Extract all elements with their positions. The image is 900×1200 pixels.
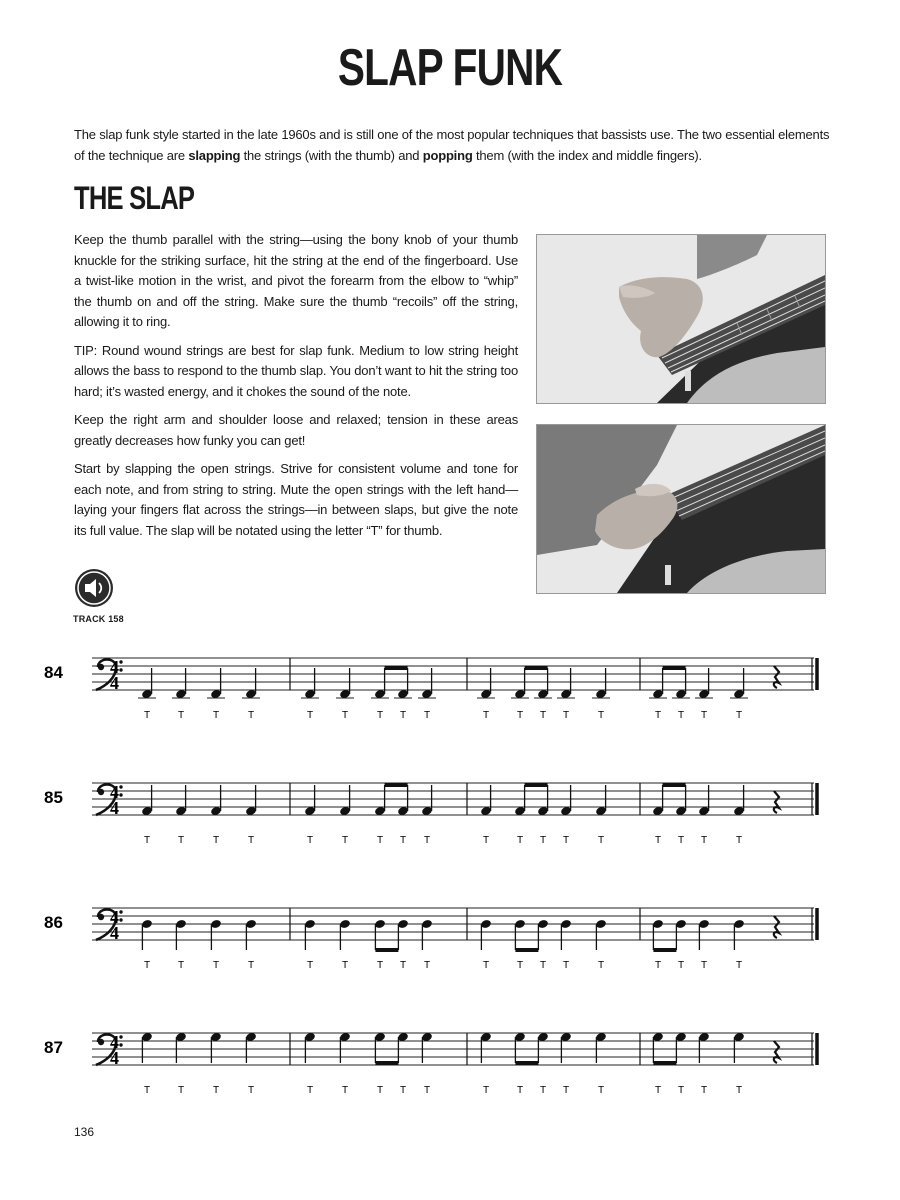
- thumb-mark: T: [248, 710, 255, 721]
- clef-dot: [119, 660, 122, 663]
- time-signature-bottom: 4: [110, 673, 119, 693]
- thumb-mark: T: [483, 710, 490, 721]
- thumb-mark: T: [678, 1085, 685, 1096]
- thumb-mark: T: [342, 710, 349, 721]
- clef-dot: [119, 668, 122, 671]
- thumb-mark: T: [701, 960, 708, 971]
- thumb-mark: T: [400, 710, 407, 721]
- section-heading: THE SLAP: [74, 180, 195, 216]
- thumb-mark: T: [144, 710, 151, 721]
- thumb-mark: T: [307, 710, 314, 721]
- thumb-mark: T: [517, 710, 524, 721]
- thumb-mark: T: [307, 1085, 314, 1096]
- speaker-icon[interactable]: [73, 567, 115, 609]
- staff-exercise-84: [44, 640, 844, 730]
- quarter-rest: [774, 791, 779, 813]
- intro-text-3: them (with the index and middle fingers).: [472, 148, 702, 163]
- thumb-mark: T: [342, 835, 349, 846]
- thumb-mark: T: [540, 835, 547, 846]
- body-paragraph: Start by slapping the open strings. Strive for consistent volume and tone for each note, and from string to string. Mute the open strings with the left hand—laying your fingers flat across the strings—in between slaps, but give the note its full value. The slap will be notated using the letter “T” for thumb.: [74, 461, 518, 538]
- thumb-mark: T: [377, 710, 384, 721]
- intro-text-1: The slap funk style started in the late 1960s and is still one of the most popular techniques that bassists use. The two essential elements of the technique are: [74, 127, 830, 163]
- thumb-mark: T: [144, 1085, 151, 1096]
- photo-thumb-slap-2: [536, 424, 826, 594]
- photo-image: [537, 425, 825, 593]
- thumb-mark: T: [424, 835, 431, 846]
- staff-exercise-85: [44, 765, 844, 855]
- thumb-mark: T: [483, 960, 490, 971]
- thumb-mark: T: [400, 835, 407, 846]
- time-signature-bottom: 4: [110, 923, 119, 943]
- thumb-mark: T: [517, 960, 524, 971]
- thumb-mark: T: [483, 835, 490, 846]
- quarter-rest: [774, 666, 779, 688]
- thumb-mark: T: [213, 1085, 220, 1096]
- clef-dot: [119, 918, 122, 921]
- thumb-mark: T: [540, 710, 547, 721]
- clef-dot: [119, 785, 122, 788]
- staff-svg: [44, 640, 844, 730]
- thumb-mark: T: [377, 960, 384, 971]
- thumb-mark: T: [678, 960, 685, 971]
- thumb-mark: T: [213, 960, 220, 971]
- thumb-mark: T: [598, 960, 605, 971]
- body-paragraph: TIP: Round wound strings are best for slap funk. Medium to low string height allows the bass to respond to the thumb slap. You don’t want to hit the string too hard; it’s wasted energy, and it chokes the sound of the note.: [74, 342, 518, 399]
- thumb-mark: T: [678, 710, 685, 721]
- thumb-mark: T: [655, 960, 662, 971]
- speaker-icon-graphic: [73, 567, 115, 609]
- time-signature-top: 4: [110, 907, 119, 927]
- time-signature-bottom: 4: [110, 798, 119, 818]
- clef-dot: [98, 1039, 104, 1045]
- thumb-mark: T: [736, 960, 743, 971]
- clef-dot: [119, 1035, 122, 1038]
- staff-group: [92, 907, 817, 971]
- photo-image: [537, 235, 825, 403]
- clef-dot: [98, 914, 104, 920]
- time-signature-top: 4: [110, 1032, 119, 1052]
- thumb-mark: T: [400, 960, 407, 971]
- thumb-mark: T: [342, 1085, 349, 1096]
- clef-dot: [119, 1043, 122, 1046]
- thumb-mark: T: [563, 1085, 570, 1096]
- clef-dot: [98, 789, 104, 795]
- staff-exercise-87: [44, 1015, 844, 1105]
- thumb-mark: T: [736, 710, 743, 721]
- thumb-mark: T: [377, 835, 384, 846]
- exercise-number: 87: [44, 1038, 63, 1057]
- staff-group: [92, 1032, 817, 1096]
- exercise-number: 86: [44, 913, 63, 932]
- staff-svg: [44, 765, 844, 855]
- thumb-mark: T: [701, 835, 708, 846]
- staff-exercise-86: [44, 890, 844, 980]
- thumb-mark: T: [563, 710, 570, 721]
- staff-group: [92, 657, 817, 721]
- thumb-mark: T: [400, 1085, 407, 1096]
- time-signature-top: 4: [110, 657, 119, 677]
- page-title: SLAP FUNK: [337, 39, 563, 97]
- thumb-mark: T: [424, 710, 431, 721]
- thumb-mark: T: [598, 835, 605, 846]
- thumb-mark: T: [517, 1085, 524, 1096]
- thumb-mark: T: [736, 835, 743, 846]
- thumb-mark: T: [540, 960, 547, 971]
- thumb-mark: T: [655, 1085, 662, 1096]
- body-paragraph: Keep the thumb parallel with the string—using the bony knob of your thumb knuckle for the striking surface, hit the string at the end of the fingerboard. Use a twist-like motion in the wrist, and pivot the forearm from the elbow to “whip” the thumb on and off the string. Make sure the thumb “recoils” off the string, allowing it to ring.: [74, 232, 518, 329]
- thumb-mark: T: [540, 1085, 547, 1096]
- page-number: 136: [74, 1125, 95, 1139]
- clef-dot: [98, 664, 104, 670]
- thumb-mark: T: [563, 835, 570, 846]
- body-paragraph: Keep the right arm and shoulder loose and relaxed; tension in these areas greatly decreases how funky you can get!: [74, 412, 518, 448]
- thumb-mark: T: [483, 1085, 490, 1096]
- exercise-number: 84: [44, 663, 63, 682]
- track-label: TRACK 158: [73, 614, 124, 624]
- intro-paragraph: [74, 124, 834, 166]
- intro-bold-slapping: slapping: [188, 148, 241, 163]
- time-signature-top: 4: [110, 782, 119, 802]
- staff-group: [92, 782, 817, 846]
- thumb-mark: T: [598, 710, 605, 721]
- staff-svg: [44, 1015, 844, 1105]
- thumb-mark: T: [563, 960, 570, 971]
- thumb-mark: T: [342, 960, 349, 971]
- clef-dot: [119, 793, 122, 796]
- thumb-mark: T: [248, 960, 255, 971]
- body-text-column: [74, 230, 518, 549]
- thumb-mark: T: [736, 1085, 743, 1096]
- exercise-number: 85: [44, 788, 63, 807]
- thumb-mark: T: [178, 710, 185, 721]
- thumb-mark: T: [178, 960, 185, 971]
- thumb-mark: T: [144, 835, 151, 846]
- thumb-mark: T: [307, 960, 314, 971]
- staff-svg: [44, 890, 844, 980]
- intro-bold-popping: popping: [422, 148, 473, 163]
- quarter-rest: [774, 916, 779, 938]
- thumb-mark: T: [424, 960, 431, 971]
- thumb-mark: T: [178, 1085, 185, 1096]
- thumb-mark: T: [248, 1085, 255, 1096]
- thumb-mark: T: [213, 710, 220, 721]
- thumb-mark: T: [517, 835, 524, 846]
- thumb-mark: T: [377, 1085, 384, 1096]
- thumb-mark: T: [178, 835, 185, 846]
- thumb-mark: T: [598, 1085, 605, 1096]
- thumb-mark: T: [144, 960, 151, 971]
- thumb-mark: T: [655, 835, 662, 846]
- clef-dot: [119, 910, 122, 913]
- thumb-mark: T: [213, 835, 220, 846]
- photo-thumb-slap-1: [536, 234, 826, 404]
- thumb-mark: T: [248, 835, 255, 846]
- thumb-mark: T: [307, 835, 314, 846]
- thumb-mark: T: [655, 710, 662, 721]
- time-signature-bottom: 4: [110, 1048, 119, 1068]
- quarter-rest: [774, 1041, 779, 1063]
- thumb-mark: T: [678, 835, 685, 846]
- thumb-mark: T: [701, 1085, 708, 1096]
- intro-text-2: the strings (with the thumb) and: [240, 148, 423, 163]
- thumb-mark: T: [701, 710, 708, 721]
- thumb-mark: T: [424, 1085, 431, 1096]
